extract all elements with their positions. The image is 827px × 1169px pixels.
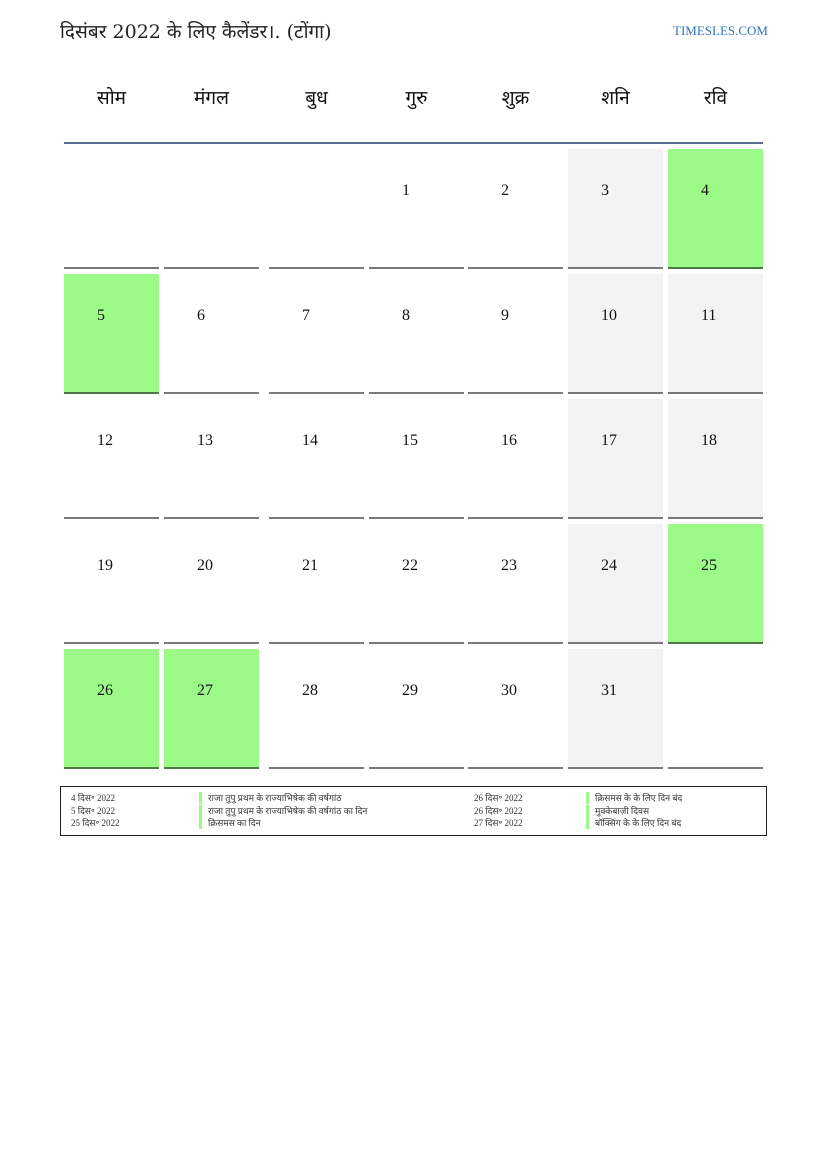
day-cell-22[interactable] xyxy=(369,524,464,644)
day-number: 22 xyxy=(402,557,418,574)
day-number: 17 xyxy=(601,432,617,449)
day-number: 5 xyxy=(97,307,105,324)
weekday-label: रवि xyxy=(703,87,728,109)
day-number: 8 xyxy=(402,307,410,324)
day-cell-29[interactable] xyxy=(369,649,464,769)
day-cell-11[interactable] xyxy=(668,274,763,394)
day-number: 29 xyxy=(402,682,418,699)
holiday-entry xyxy=(61,792,766,804)
empty-cell xyxy=(269,149,364,269)
weekday-label: बुध xyxy=(305,87,328,109)
day-cell-16[interactable] xyxy=(468,399,563,519)
header-divider xyxy=(64,142,763,144)
holiday-entry xyxy=(61,805,766,817)
day-cell-27[interactable] xyxy=(164,649,259,769)
day-number: 11 xyxy=(701,307,717,324)
day-number: 21 xyxy=(302,557,318,574)
holiday-name: राजा तुपु प्रथम के राज्याभिषेक की वर्षगांठ का दिन xyxy=(199,805,367,817)
day-cell-26[interactable] xyxy=(64,649,159,769)
day-cell-12[interactable] xyxy=(64,399,159,519)
day-cell-18[interactable] xyxy=(668,399,763,519)
weekday-label: सोम xyxy=(96,87,127,109)
day-cell-28[interactable] xyxy=(269,649,364,769)
day-number: 26 xyxy=(97,682,113,699)
day-cell-19[interactable] xyxy=(64,524,159,644)
day-cell-2[interactable] xyxy=(468,149,563,269)
holiday-name: क्रिसमस का दिन xyxy=(199,817,261,829)
day-number: 9 xyxy=(501,307,509,324)
day-number: 14 xyxy=(302,432,318,449)
holiday-date: 27 दिस॰ 2022 xyxy=(474,818,523,828)
day-cell-6[interactable] xyxy=(164,274,259,394)
day-cell-15[interactable] xyxy=(369,399,464,519)
day-number: 10 xyxy=(601,307,617,324)
holiday-name: क्रिसमस के के लिए दिन बंद xyxy=(586,792,682,804)
holiday-date: 25 दिस॰ 2022 xyxy=(71,818,120,828)
holiday-name: राजा तुपु प्रथम के राज्याभिषेक की वर्षगांठ xyxy=(199,792,342,804)
weekday-label: शुक्र xyxy=(501,87,530,109)
day-number: 28 xyxy=(302,682,318,699)
day-cell-24[interactable] xyxy=(568,524,663,644)
day-cell-14[interactable] xyxy=(269,399,364,519)
holiday-date: 26 दिस॰ 2022 xyxy=(474,805,523,816)
day-number: 7 xyxy=(302,307,310,324)
day-number: 6 xyxy=(197,307,205,324)
day-cell-4[interactable] xyxy=(668,149,763,269)
holiday-date: 26 दिस॰ 2022 xyxy=(474,793,523,803)
day-number: 13 xyxy=(197,432,213,449)
day-cell-8[interactable] xyxy=(369,274,464,394)
day-cell-17[interactable] xyxy=(568,399,663,519)
day-cell-31[interactable] xyxy=(568,649,663,769)
holiday-name: बॉक्सिंग के के लिए दिन बंद xyxy=(586,817,681,829)
day-number: 3 xyxy=(601,182,609,199)
day-cell-20[interactable] xyxy=(164,524,259,644)
day-cell-5[interactable] xyxy=(64,274,159,394)
weekday-header xyxy=(63,84,763,124)
holiday-date: 4 दिस॰ 2022 xyxy=(71,793,116,803)
empty-cell xyxy=(668,649,763,769)
day-number: 30 xyxy=(501,682,517,699)
day-number: 15 xyxy=(402,432,418,449)
holiday-entry xyxy=(61,817,766,829)
site-link[interactable]: TIMESLES.COM xyxy=(673,23,768,38)
day-cell-9[interactable] xyxy=(468,274,563,394)
day-cell-21[interactable] xyxy=(269,524,364,644)
day-number: 18 xyxy=(701,432,717,449)
weekday-label: गुरु xyxy=(405,87,428,109)
day-number: 23 xyxy=(501,557,517,574)
day-number: 31 xyxy=(601,682,617,699)
page-title: दिसंबर 2022 के लिए कैलेंडर।. (टोंगा) xyxy=(60,21,332,43)
day-cell-25[interactable] xyxy=(668,524,763,644)
weekday-label: मंगल xyxy=(194,87,229,109)
holiday-legend xyxy=(60,786,767,836)
day-number: 27 xyxy=(197,682,213,699)
day-number: 1 xyxy=(402,182,410,199)
empty-cell xyxy=(64,149,159,269)
day-cell-3[interactable] xyxy=(568,149,663,269)
day-number: 20 xyxy=(197,557,213,574)
day-number: 24 xyxy=(601,557,617,574)
day-cell-1[interactable] xyxy=(369,149,464,269)
empty-cell xyxy=(164,149,259,269)
day-cell-10[interactable] xyxy=(568,274,663,394)
day-cell-7[interactable] xyxy=(269,274,364,394)
day-number: 25 xyxy=(701,557,717,574)
day-cell-13[interactable] xyxy=(164,399,259,519)
weekday-label: शनि xyxy=(601,87,630,109)
day-number: 19 xyxy=(97,557,113,574)
day-cell-23[interactable] xyxy=(468,524,563,644)
day-number: 16 xyxy=(501,432,517,449)
holiday-date: 5 दिस॰ 2022 xyxy=(71,805,116,816)
day-cell-30[interactable] xyxy=(468,649,563,769)
day-number: 12 xyxy=(97,432,113,449)
day-number: 2 xyxy=(501,182,509,199)
day-number: 4 xyxy=(701,182,709,199)
holiday-name: मुक्केबाज़ी दिवस xyxy=(586,805,649,817)
